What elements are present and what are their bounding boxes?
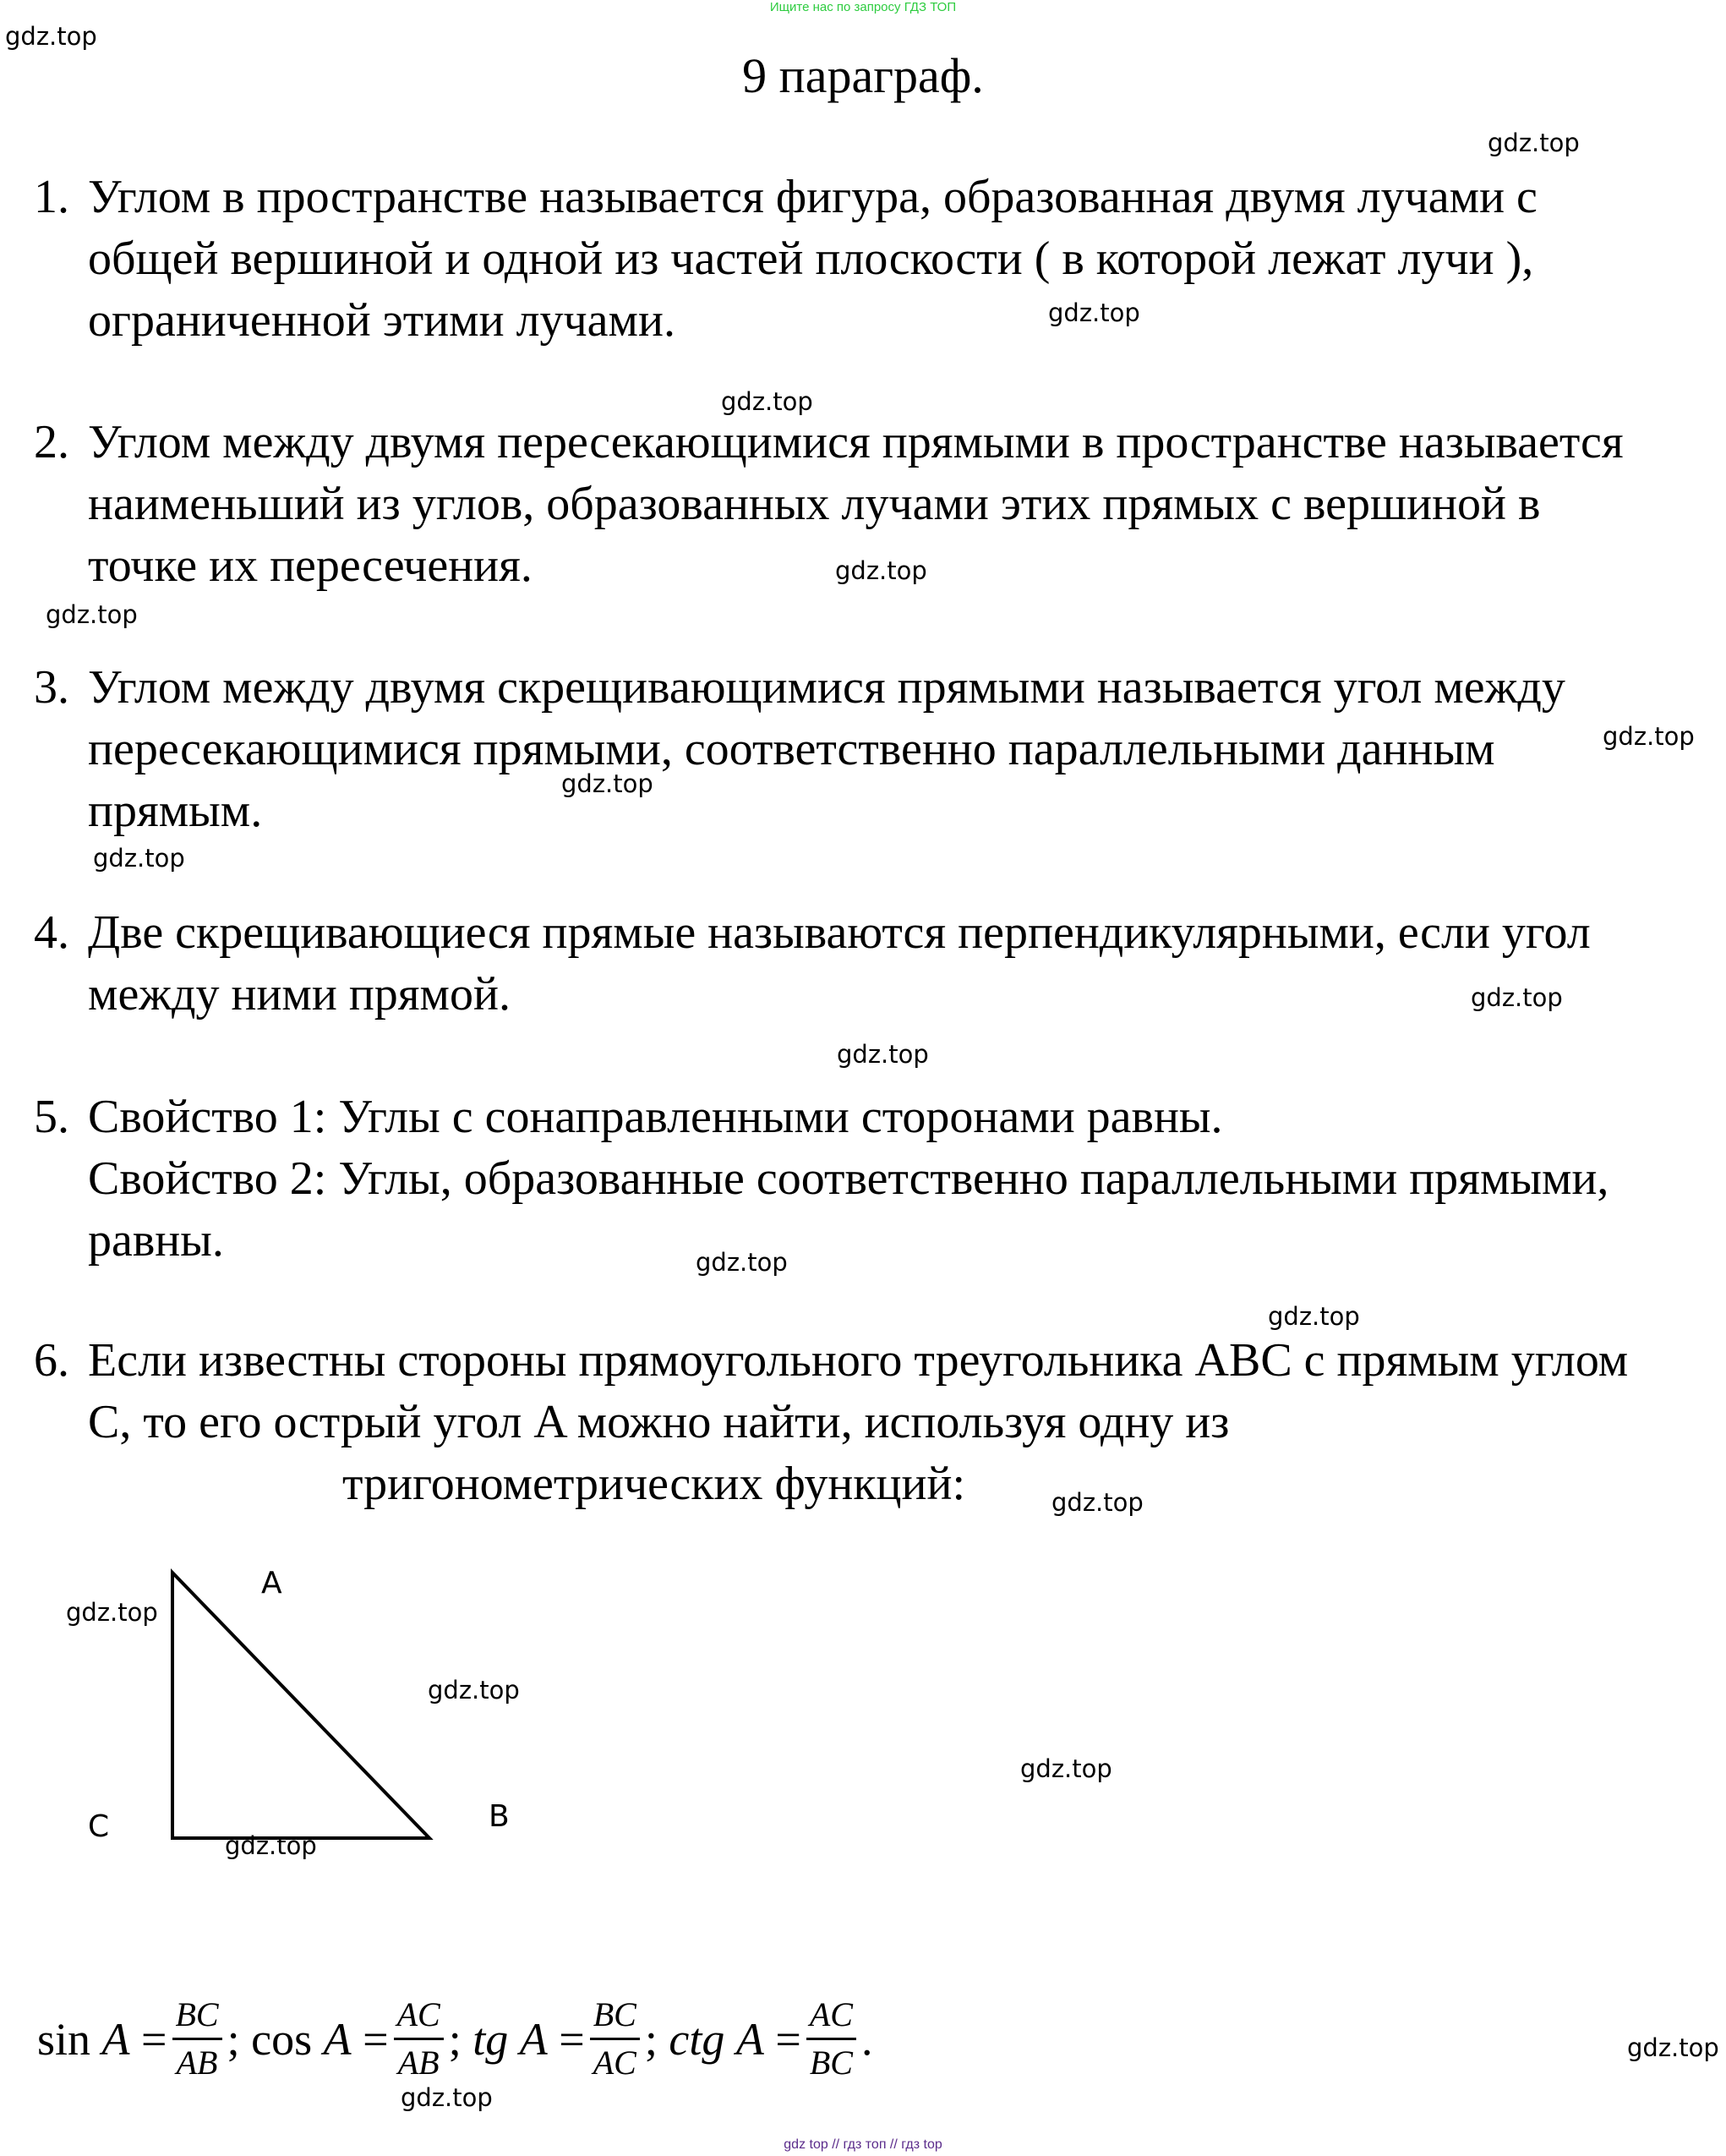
item-line: тригонометрических функций:: [342, 1458, 965, 1510]
page-title: 9 параграф.: [742, 48, 984, 103]
watermark: gdz.top: [721, 387, 813, 416]
equals-sign: =: [141, 2013, 167, 2065]
equals-sign: =: [775, 2013, 801, 2065]
watermark: gdz.top: [561, 769, 653, 798]
item-line: между ними прямой.: [88, 968, 511, 1021]
watermark: gdz.top: [5, 22, 97, 51]
separator: ;: [644, 2013, 658, 2065]
equals-sign: =: [559, 2013, 585, 2065]
bottom-banner: gdz top // гдз топ // гдз top: [784, 2137, 942, 2152]
list-item: [34, 412, 1624, 597]
item-line: Свойство 2: Углы, образованные соответственно параллельными прямыми,: [88, 1152, 1609, 1205]
separator: ;: [448, 2013, 462, 2065]
watermark: gdz.top: [401, 2083, 493, 2112]
item-line: Углом между двумя скрещивающимися прямыми называется угол между: [88, 661, 1565, 714]
sin-label: sin: [37, 2013, 91, 2065]
item-line: ограниченной этими лучами.: [88, 294, 675, 347]
angle-var: A: [519, 2013, 548, 2065]
vertex-label-b: B: [489, 1799, 510, 1834]
fraction-numerator: AC: [394, 1995, 444, 2040]
fraction-denominator: BC: [809, 2044, 853, 2082]
fraction-denominator: AB: [397, 2044, 440, 2082]
cos-fraction: [394, 1995, 444, 2082]
item-line: Две скрещивающиеся прямые называются перпендикулярными, если угол: [88, 906, 1591, 959]
separator: ;: [227, 2013, 240, 2065]
watermark: gdz.top: [1627, 2033, 1719, 2062]
angle-var: A: [323, 2013, 352, 2065]
list-item: [34, 1330, 1628, 1515]
item-number: 4.: [34, 906, 69, 959]
angle-var: A: [101, 2013, 130, 2065]
tg-fraction: [590, 1995, 640, 2082]
watermark: gdz.top: [225, 1831, 317, 1860]
list-item: [34, 1086, 1609, 1272]
watermark: gdz.top: [93, 844, 185, 873]
ctg-label: ctg: [669, 2013, 725, 2065]
watermark: gdz.top: [1048, 298, 1140, 327]
item-line: наименьший из углов, образованных лучами этих прямых с вершиной в: [88, 478, 1541, 530]
cos-label: cos: [251, 2013, 313, 2065]
triangle-shape: [172, 1573, 429, 1838]
list-item: [34, 657, 1565, 842]
watermark: gdz.top: [1471, 983, 1563, 1012]
watermark: gdz.top: [837, 1040, 929, 1069]
watermark: gdz.top: [1268, 1302, 1360, 1331]
item-line: точке их пересечения.: [88, 539, 533, 592]
item-number: 3.: [34, 661, 69, 714]
fraction-numerator: BC: [172, 1995, 222, 2040]
watermark: gdz.top: [428, 1676, 520, 1705]
fraction-numerator: BC: [590, 1995, 640, 2040]
vertex-label-c: C: [88, 1809, 110, 1844]
fraction-numerator: AC: [806, 1995, 856, 2040]
list-item: [34, 167, 1538, 352]
item-line: общей вершиной и одной из частей плоскости ( в которой лежат лучи ),: [88, 233, 1534, 285]
item-line: Если известны стороны прямоугольного треугольника ABC с прямым углом: [88, 1334, 1629, 1387]
watermark: gdz.top: [1488, 129, 1580, 157]
watermark: gdz.top: [1603, 722, 1695, 751]
angle-var: A: [735, 2013, 764, 2065]
fraction-denominator: AB: [176, 2044, 218, 2082]
watermark: gdz.top: [1051, 1488, 1144, 1517]
item-number: 6.: [34, 1334, 69, 1387]
item-number: 2.: [34, 416, 69, 468]
item-line: Углом между двумя пересекающимися прямыми в пространстве называется: [88, 416, 1624, 468]
item-line: Свойство 1: Углы с сонаправленными сторонами равны.: [88, 1091, 1223, 1143]
item-line: Углом в пространстве называется фигура, образованная двумя лучами с: [88, 171, 1538, 223]
item-line: прямым.: [88, 785, 263, 837]
item-number: 5.: [34, 1091, 69, 1143]
item-number: 1.: [34, 171, 69, 223]
item-line: C, то его острый угол A можно найти, используя одну из: [88, 1396, 1230, 1448]
fraction-denominator: AC: [593, 2044, 636, 2082]
equals-sign: =: [363, 2013, 389, 2065]
trig-formulas: [37, 1995, 872, 2082]
list-item: [34, 902, 1591, 1026]
vertex-label-a: A: [261, 1566, 282, 1601]
formula-end: .: [860, 2013, 873, 2065]
ctg-fraction: [806, 1995, 856, 2082]
watermark: gdz.top: [1020, 1754, 1112, 1783]
watermark: gdz.top: [696, 1248, 788, 1277]
item-line: пересекающимися прямыми, соответственно параллельными данным: [88, 723, 1495, 775]
item-line: равны.: [88, 1214, 224, 1267]
top-banner: Ищите нас по запросу ГДЗ ТОП: [769, 0, 957, 14]
watermark: gdz.top: [835, 556, 927, 585]
watermark: gdz.top: [46, 600, 138, 629]
tg-label: tg: [472, 2013, 509, 2065]
sin-fraction: [172, 1995, 222, 2082]
watermark: gdz.top: [66, 1598, 158, 1627]
